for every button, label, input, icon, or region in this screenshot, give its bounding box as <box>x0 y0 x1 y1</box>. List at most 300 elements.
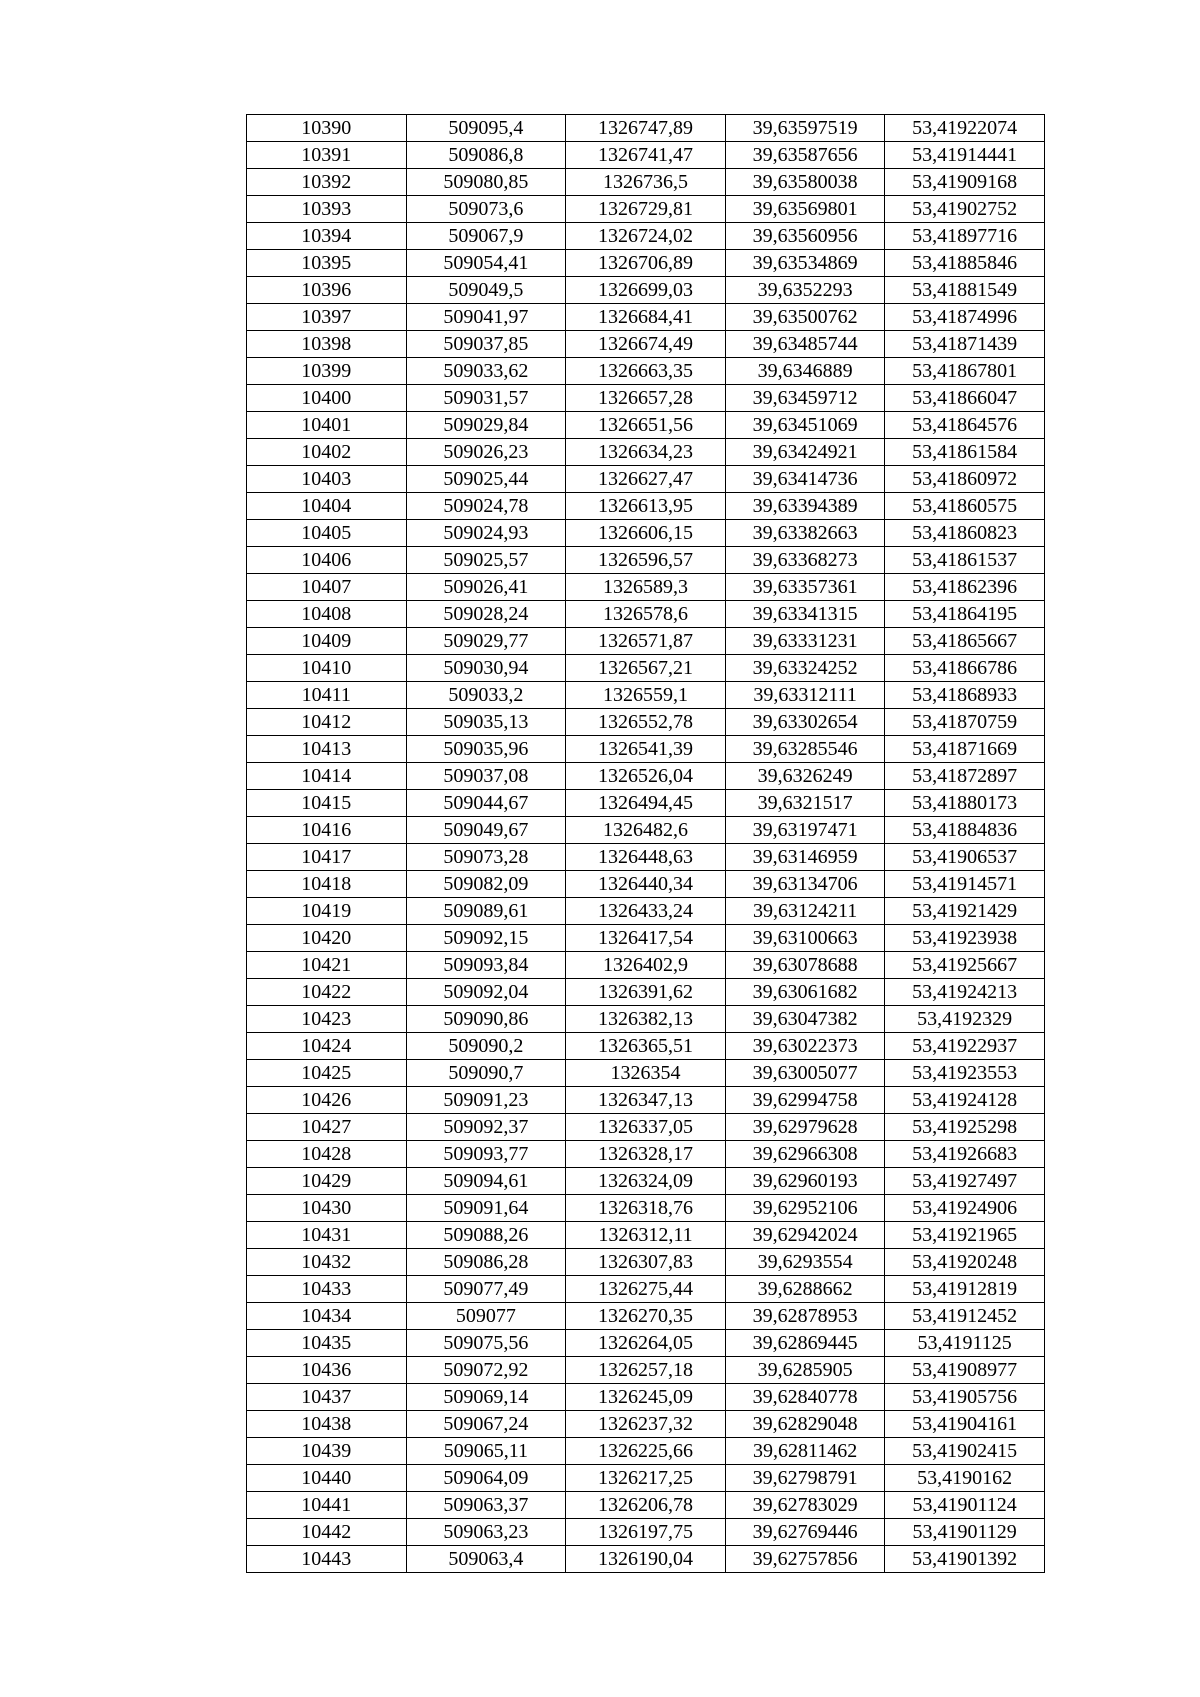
x-coordinate-cell: 509035,96 <box>406 736 566 763</box>
x-coordinate-cell: 509049,5 <box>406 277 566 304</box>
longitude-cell: 39,63414736 <box>725 466 885 493</box>
longitude-cell: 39,62966308 <box>725 1141 885 1168</box>
longitude-cell: 39,63597519 <box>725 115 885 142</box>
y-coordinate-cell: 1326627,47 <box>566 466 726 493</box>
y-coordinate-cell: 1326354 <box>566 1060 726 1087</box>
table-row <box>247 709 1045 736</box>
longitude-cell: 39,62811462 <box>725 1438 885 1465</box>
y-coordinate-cell: 1326724,02 <box>566 223 726 250</box>
point-number-cell: 10390 <box>247 115 407 142</box>
table-row <box>247 223 1045 250</box>
x-coordinate-cell: 509093,77 <box>406 1141 566 1168</box>
x-coordinate-cell: 509037,85 <box>406 331 566 358</box>
x-coordinate-cell: 509065,11 <box>406 1438 566 1465</box>
longitude-cell: 39,63302654 <box>725 709 885 736</box>
x-coordinate-cell: 509037,08 <box>406 763 566 790</box>
latitude-cell: 53,41864576 <box>885 412 1045 439</box>
point-number-cell: 10413 <box>247 736 407 763</box>
table-row <box>247 574 1045 601</box>
longitude-cell: 39,63357361 <box>725 574 885 601</box>
longitude-cell: 39,63331231 <box>725 628 885 655</box>
y-coordinate-cell: 1326657,28 <box>566 385 726 412</box>
x-coordinate-cell: 509072,92 <box>406 1357 566 1384</box>
point-number-cell: 10415 <box>247 790 407 817</box>
x-coordinate-cell: 509090,86 <box>406 1006 566 1033</box>
latitude-cell: 53,41920248 <box>885 1249 1045 1276</box>
point-number-cell: 10427 <box>247 1114 407 1141</box>
longitude-cell: 39,63368273 <box>725 547 885 574</box>
x-coordinate-cell: 509089,61 <box>406 898 566 925</box>
y-coordinate-cell: 1326225,66 <box>566 1438 726 1465</box>
y-coordinate-cell: 1326729,81 <box>566 196 726 223</box>
table-row <box>247 466 1045 493</box>
x-coordinate-cell: 509092,04 <box>406 979 566 1006</box>
point-number-cell: 10399 <box>247 358 407 385</box>
latitude-cell: 53,41860972 <box>885 466 1045 493</box>
longitude-cell: 39,63382663 <box>725 520 885 547</box>
x-coordinate-cell: 509082,09 <box>406 871 566 898</box>
point-number-cell: 10429 <box>247 1168 407 1195</box>
coordinates-table <box>246 114 1045 1573</box>
longitude-cell: 39,62783029 <box>725 1492 885 1519</box>
y-coordinate-cell: 1326663,35 <box>566 358 726 385</box>
latitude-cell: 53,41924128 <box>885 1087 1045 1114</box>
latitude-cell: 53,41874996 <box>885 304 1045 331</box>
latitude-cell: 53,41867801 <box>885 358 1045 385</box>
table-row <box>247 1384 1045 1411</box>
latitude-cell: 53,41872897 <box>885 763 1045 790</box>
y-coordinate-cell: 1326391,62 <box>566 979 726 1006</box>
table-row <box>247 115 1045 142</box>
table-row <box>247 520 1045 547</box>
point-number-cell: 10400 <box>247 385 407 412</box>
y-coordinate-cell: 1326217,25 <box>566 1465 726 1492</box>
x-coordinate-cell: 509077,49 <box>406 1276 566 1303</box>
y-coordinate-cell: 1326270,35 <box>566 1303 726 1330</box>
table-row <box>247 331 1045 358</box>
y-coordinate-cell: 1326245,09 <box>566 1384 726 1411</box>
coordinates-table-body <box>247 115 1045 1573</box>
latitude-cell: 53,41868933 <box>885 682 1045 709</box>
x-coordinate-cell: 509080,85 <box>406 169 566 196</box>
point-number-cell: 10439 <box>247 1438 407 1465</box>
latitude-cell: 53,4190162 <box>885 1465 1045 1492</box>
x-coordinate-cell: 509086,28 <box>406 1249 566 1276</box>
point-number-cell: 10419 <box>247 898 407 925</box>
latitude-cell: 53,41904161 <box>885 1411 1045 1438</box>
point-number-cell: 10426 <box>247 1087 407 1114</box>
x-coordinate-cell: 509063,4 <box>406 1546 566 1573</box>
longitude-cell: 39,63560956 <box>725 223 885 250</box>
point-number-cell: 10414 <box>247 763 407 790</box>
latitude-cell: 53,41926683 <box>885 1141 1045 1168</box>
y-coordinate-cell: 1326736,5 <box>566 169 726 196</box>
longitude-cell: 39,63459712 <box>725 385 885 412</box>
latitude-cell: 53,41860575 <box>885 493 1045 520</box>
table-row <box>247 817 1045 844</box>
table-row <box>247 1546 1045 1573</box>
longitude-cell: 39,62878953 <box>725 1303 885 1330</box>
table-row <box>247 1141 1045 1168</box>
x-coordinate-cell: 509030,94 <box>406 655 566 682</box>
x-coordinate-cell: 509029,84 <box>406 412 566 439</box>
table-row <box>247 1060 1045 1087</box>
latitude-cell: 53,41923938 <box>885 925 1045 952</box>
x-coordinate-cell: 509090,7 <box>406 1060 566 1087</box>
y-coordinate-cell: 1326613,95 <box>566 493 726 520</box>
longitude-cell: 39,63312111 <box>725 682 885 709</box>
latitude-cell: 53,41912452 <box>885 1303 1045 1330</box>
longitude-cell: 39,62757856 <box>725 1546 885 1573</box>
x-coordinate-cell: 509033,62 <box>406 358 566 385</box>
y-coordinate-cell: 1326206,78 <box>566 1492 726 1519</box>
table-row <box>247 952 1045 979</box>
point-number-cell: 10436 <box>247 1357 407 1384</box>
latitude-cell: 53,41871439 <box>885 331 1045 358</box>
y-coordinate-cell: 1326596,57 <box>566 547 726 574</box>
table-row <box>247 736 1045 763</box>
latitude-cell: 53,41885846 <box>885 250 1045 277</box>
point-number-cell: 10417 <box>247 844 407 871</box>
longitude-cell: 39,62769446 <box>725 1519 885 1546</box>
latitude-cell: 53,41909168 <box>885 169 1045 196</box>
table-row <box>247 1249 1045 1276</box>
table-row <box>247 493 1045 520</box>
x-coordinate-cell: 509026,23 <box>406 439 566 466</box>
point-number-cell: 10440 <box>247 1465 407 1492</box>
y-coordinate-cell: 1326433,24 <box>566 898 726 925</box>
point-number-cell: 10410 <box>247 655 407 682</box>
longitude-cell: 39,6346889 <box>725 358 885 385</box>
longitude-cell: 39,62960193 <box>725 1168 885 1195</box>
longitude-cell: 39,63061682 <box>725 979 885 1006</box>
point-number-cell: 10396 <box>247 277 407 304</box>
table-row <box>247 898 1045 925</box>
y-coordinate-cell: 1326571,87 <box>566 628 726 655</box>
point-number-cell: 10437 <box>247 1384 407 1411</box>
x-coordinate-cell: 509092,15 <box>406 925 566 952</box>
y-coordinate-cell: 1326706,89 <box>566 250 726 277</box>
latitude-cell: 53,41922937 <box>885 1033 1045 1060</box>
x-coordinate-cell: 509088,26 <box>406 1222 566 1249</box>
longitude-cell: 39,63124211 <box>725 898 885 925</box>
table-row <box>247 763 1045 790</box>
table-row <box>247 547 1045 574</box>
y-coordinate-cell: 1326482,6 <box>566 817 726 844</box>
longitude-cell: 39,63022373 <box>725 1033 885 1060</box>
y-coordinate-cell: 1326578,6 <box>566 601 726 628</box>
x-coordinate-cell: 509086,8 <box>406 142 566 169</box>
y-coordinate-cell: 1326541,39 <box>566 736 726 763</box>
table-row <box>247 1519 1045 1546</box>
table-row <box>247 1033 1045 1060</box>
table-row <box>247 358 1045 385</box>
y-coordinate-cell: 1326237,32 <box>566 1411 726 1438</box>
table-row <box>247 979 1045 1006</box>
y-coordinate-cell: 1326257,18 <box>566 1357 726 1384</box>
point-number-cell: 10393 <box>247 196 407 223</box>
x-coordinate-cell: 509063,37 <box>406 1492 566 1519</box>
x-coordinate-cell: 509031,57 <box>406 385 566 412</box>
x-coordinate-cell: 509091,23 <box>406 1087 566 1114</box>
longitude-cell: 39,62798791 <box>725 1465 885 1492</box>
y-coordinate-cell: 1326526,04 <box>566 763 726 790</box>
longitude-cell: 39,6352293 <box>725 277 885 304</box>
point-number-cell: 10433 <box>247 1276 407 1303</box>
point-number-cell: 10416 <box>247 817 407 844</box>
table-row <box>247 439 1045 466</box>
x-coordinate-cell: 509033,2 <box>406 682 566 709</box>
table-row <box>247 925 1045 952</box>
y-coordinate-cell: 1326324,09 <box>566 1168 726 1195</box>
point-number-cell: 10423 <box>247 1006 407 1033</box>
x-coordinate-cell: 509041,97 <box>406 304 566 331</box>
y-coordinate-cell: 1326402,9 <box>566 952 726 979</box>
longitude-cell: 39,6326249 <box>725 763 885 790</box>
longitude-cell: 39,62942024 <box>725 1222 885 1249</box>
latitude-cell: 53,41921429 <box>885 898 1045 925</box>
point-number-cell: 10394 <box>247 223 407 250</box>
y-coordinate-cell: 1326552,78 <box>566 709 726 736</box>
point-number-cell: 10404 <box>247 493 407 520</box>
latitude-cell: 53,41902752 <box>885 196 1045 223</box>
y-coordinate-cell: 1326190,04 <box>566 1546 726 1573</box>
latitude-cell: 53,41927497 <box>885 1168 1045 1195</box>
y-coordinate-cell: 1326197,75 <box>566 1519 726 1546</box>
table-row <box>247 412 1045 439</box>
x-coordinate-cell: 509073,28 <box>406 844 566 871</box>
table-row <box>247 277 1045 304</box>
point-number-cell: 10392 <box>247 169 407 196</box>
latitude-cell: 53,41870759 <box>885 709 1045 736</box>
point-number-cell: 10403 <box>247 466 407 493</box>
y-coordinate-cell: 1326699,03 <box>566 277 726 304</box>
x-coordinate-cell: 509025,57 <box>406 547 566 574</box>
table-row <box>247 1330 1045 1357</box>
latitude-cell: 53,41924213 <box>885 979 1045 1006</box>
point-number-cell: 10395 <box>247 250 407 277</box>
x-coordinate-cell: 509064,09 <box>406 1465 566 1492</box>
latitude-cell: 53,41906537 <box>885 844 1045 871</box>
y-coordinate-cell: 1326651,56 <box>566 412 726 439</box>
latitude-cell: 53,41923553 <box>885 1060 1045 1087</box>
y-coordinate-cell: 1326747,89 <box>566 115 726 142</box>
latitude-cell: 53,41924906 <box>885 1195 1045 1222</box>
longitude-cell: 39,6321517 <box>725 790 885 817</box>
table-row <box>247 628 1045 655</box>
longitude-cell: 39,63341315 <box>725 601 885 628</box>
latitude-cell: 53,41881549 <box>885 277 1045 304</box>
y-coordinate-cell: 1326440,34 <box>566 871 726 898</box>
table-row <box>247 1114 1045 1141</box>
table-row <box>247 304 1045 331</box>
table-row <box>247 1492 1045 1519</box>
x-coordinate-cell: 509067,24 <box>406 1411 566 1438</box>
x-coordinate-cell: 509094,61 <box>406 1168 566 1195</box>
point-number-cell: 10442 <box>247 1519 407 1546</box>
x-coordinate-cell: 509035,13 <box>406 709 566 736</box>
longitude-cell: 39,6285905 <box>725 1357 885 1384</box>
longitude-cell: 39,62994758 <box>725 1087 885 1114</box>
y-coordinate-cell: 1326312,11 <box>566 1222 726 1249</box>
x-coordinate-cell: 509026,41 <box>406 574 566 601</box>
point-number-cell: 10438 <box>247 1411 407 1438</box>
x-coordinate-cell: 509054,41 <box>406 250 566 277</box>
table-row <box>247 1222 1045 1249</box>
y-coordinate-cell: 1326606,15 <box>566 520 726 547</box>
longitude-cell: 39,63078688 <box>725 952 885 979</box>
y-coordinate-cell: 1326365,51 <box>566 1033 726 1060</box>
x-coordinate-cell: 509093,84 <box>406 952 566 979</box>
longitude-cell: 39,63451069 <box>725 412 885 439</box>
latitude-cell: 53,41880173 <box>885 790 1045 817</box>
table-row <box>247 655 1045 682</box>
y-coordinate-cell: 1326674,49 <box>566 331 726 358</box>
y-coordinate-cell: 1326567,21 <box>566 655 726 682</box>
point-number-cell: 10432 <box>247 1249 407 1276</box>
y-coordinate-cell: 1326275,44 <box>566 1276 726 1303</box>
y-coordinate-cell: 1326318,76 <box>566 1195 726 1222</box>
longitude-cell: 39,62869445 <box>725 1330 885 1357</box>
latitude-cell: 53,41897716 <box>885 223 1045 250</box>
y-coordinate-cell: 1326559,1 <box>566 682 726 709</box>
point-number-cell: 10428 <box>247 1141 407 1168</box>
point-number-cell: 10418 <box>247 871 407 898</box>
table-row <box>247 790 1045 817</box>
longitude-cell: 39,63146959 <box>725 844 885 871</box>
table-row <box>247 1087 1045 1114</box>
longitude-cell: 39,62840778 <box>725 1384 885 1411</box>
x-coordinate-cell: 509092,37 <box>406 1114 566 1141</box>
table-row <box>247 142 1045 169</box>
point-number-cell: 10402 <box>247 439 407 466</box>
latitude-cell: 53,41905756 <box>885 1384 1045 1411</box>
table-row <box>247 601 1045 628</box>
x-coordinate-cell: 509090,2 <box>406 1033 566 1060</box>
point-number-cell: 10430 <box>247 1195 407 1222</box>
latitude-cell: 53,41866047 <box>885 385 1045 412</box>
latitude-cell: 53,41914441 <box>885 142 1045 169</box>
latitude-cell: 53,41921965 <box>885 1222 1045 1249</box>
longitude-cell: 39,63047382 <box>725 1006 885 1033</box>
longitude-cell: 39,63005077 <box>725 1060 885 1087</box>
latitude-cell: 53,41912819 <box>885 1276 1045 1303</box>
y-coordinate-cell: 1326337,05 <box>566 1114 726 1141</box>
x-coordinate-cell: 509091,64 <box>406 1195 566 1222</box>
table-row <box>247 1411 1045 1438</box>
point-number-cell: 10420 <box>247 925 407 952</box>
y-coordinate-cell: 1326382,13 <box>566 1006 726 1033</box>
y-coordinate-cell: 1326741,47 <box>566 142 726 169</box>
latitude-cell: 53,41871669 <box>885 736 1045 763</box>
latitude-cell: 53,41901392 <box>885 1546 1045 1573</box>
longitude-cell: 39,6288662 <box>725 1276 885 1303</box>
table-row <box>247 871 1045 898</box>
point-number-cell: 10435 <box>247 1330 407 1357</box>
point-number-cell: 10431 <box>247 1222 407 1249</box>
point-number-cell: 10422 <box>247 979 407 1006</box>
longitude-cell: 39,63394389 <box>725 493 885 520</box>
y-coordinate-cell: 1326328,17 <box>566 1141 726 1168</box>
y-coordinate-cell: 1326307,83 <box>566 1249 726 1276</box>
latitude-cell: 53,41901124 <box>885 1492 1045 1519</box>
latitude-cell: 53,41902415 <box>885 1438 1045 1465</box>
y-coordinate-cell: 1326684,41 <box>566 304 726 331</box>
latitude-cell: 53,41860823 <box>885 520 1045 547</box>
x-coordinate-cell: 509028,24 <box>406 601 566 628</box>
latitude-cell: 53,41866786 <box>885 655 1045 682</box>
longitude-cell: 39,63569801 <box>725 196 885 223</box>
longitude-cell: 39,63134706 <box>725 871 885 898</box>
point-number-cell: 10441 <box>247 1492 407 1519</box>
longitude-cell: 39,63485744 <box>725 331 885 358</box>
x-coordinate-cell: 509049,67 <box>406 817 566 844</box>
x-coordinate-cell: 509077 <box>406 1303 566 1330</box>
table-row <box>247 682 1045 709</box>
point-number-cell: 10411 <box>247 682 407 709</box>
longitude-cell: 39,63285546 <box>725 736 885 763</box>
latitude-cell: 53,41925298 <box>885 1114 1045 1141</box>
x-coordinate-cell: 509025,44 <box>406 466 566 493</box>
latitude-cell: 53,41861584 <box>885 439 1045 466</box>
table-row <box>247 1276 1045 1303</box>
table-row <box>247 1195 1045 1222</box>
point-number-cell: 10407 <box>247 574 407 601</box>
y-coordinate-cell: 1326264,05 <box>566 1330 726 1357</box>
x-coordinate-cell: 509024,78 <box>406 493 566 520</box>
y-coordinate-cell: 1326448,63 <box>566 844 726 871</box>
table-row <box>247 385 1045 412</box>
x-coordinate-cell: 509073,6 <box>406 196 566 223</box>
latitude-cell: 53,41884836 <box>885 817 1045 844</box>
longitude-cell: 39,63534869 <box>725 250 885 277</box>
y-coordinate-cell: 1326417,54 <box>566 925 726 952</box>
x-coordinate-cell: 509075,56 <box>406 1330 566 1357</box>
point-number-cell: 10409 <box>247 628 407 655</box>
table-row <box>247 250 1045 277</box>
table-row <box>247 1438 1045 1465</box>
point-number-cell: 10424 <box>247 1033 407 1060</box>
x-coordinate-cell: 509067,9 <box>406 223 566 250</box>
table-row <box>247 196 1045 223</box>
table-row <box>247 1303 1045 1330</box>
longitude-cell: 39,63100663 <box>725 925 885 952</box>
table-row <box>247 1465 1045 1492</box>
latitude-cell: 53,41925667 <box>885 952 1045 979</box>
longitude-cell: 39,63587656 <box>725 142 885 169</box>
point-number-cell: 10421 <box>247 952 407 979</box>
longitude-cell: 39,63197471 <box>725 817 885 844</box>
y-coordinate-cell: 1326634,23 <box>566 439 726 466</box>
y-coordinate-cell: 1326589,3 <box>566 574 726 601</box>
latitude-cell: 53,41901129 <box>885 1519 1045 1546</box>
x-coordinate-cell: 509044,67 <box>406 790 566 817</box>
longitude-cell: 39,62952106 <box>725 1195 885 1222</box>
table-row <box>247 1357 1045 1384</box>
point-number-cell: 10434 <box>247 1303 407 1330</box>
latitude-cell: 53,41908977 <box>885 1357 1045 1384</box>
longitude-cell: 39,62829048 <box>725 1411 885 1438</box>
longitude-cell: 39,63424921 <box>725 439 885 466</box>
longitude-cell: 39,63580038 <box>725 169 885 196</box>
x-coordinate-cell: 509024,93 <box>406 520 566 547</box>
x-coordinate-cell: 509095,4 <box>406 115 566 142</box>
table-row <box>247 169 1045 196</box>
latitude-cell: 53,41922074 <box>885 115 1045 142</box>
latitude-cell: 53,41862396 <box>885 574 1045 601</box>
latitude-cell: 53,41864195 <box>885 601 1045 628</box>
y-coordinate-cell: 1326347,13 <box>566 1087 726 1114</box>
